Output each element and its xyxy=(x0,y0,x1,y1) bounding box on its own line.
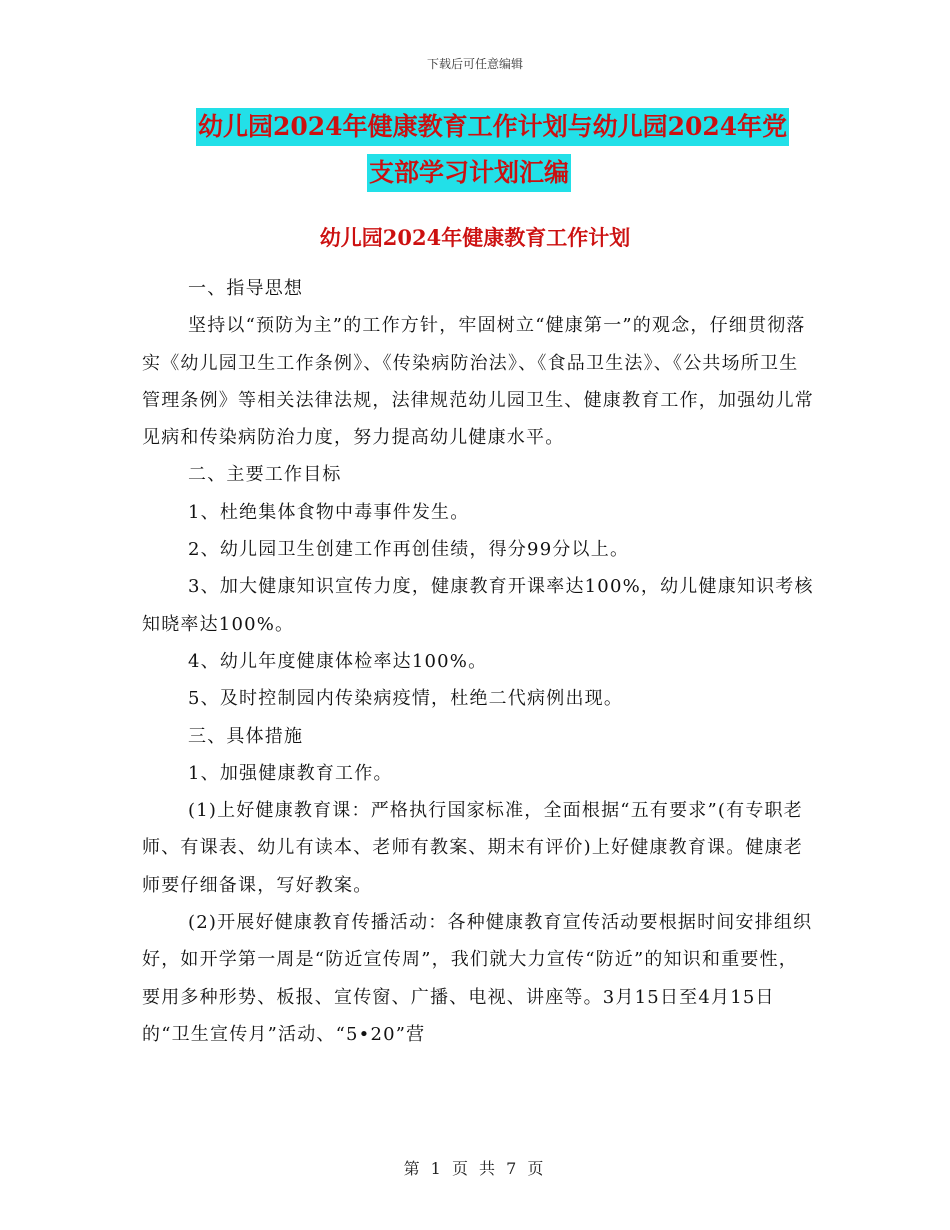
goal-item-5: 5、及时控制园内传染病疫情，杜绝二代病例出现。 xyxy=(188,688,624,710)
goal-item-4: 4、幼儿年度健康体检率达100%。 xyxy=(188,650,488,672)
measure-subitem-2: (2)开展好健康教育传播活动：各种健康教育宣传活动要根据时间安排组织好，如开学第一周是“防近宣传周”，我们就大力宣传“防近”的知识和重要性，要用多种形势、板报、宣传窗、广播、电视、讲座等。3月15日至4月15日的“卫生宣传月”活动、“5•20”营 xyxy=(142,912,813,1045)
paragraph-guiding-ideology: 坚持以“预防为主”的工作方针，牢固树立“健康第一”的观念，仔细贯彻落实《幼儿园卫生工作条例》、《传染病防治法》、《食品卫生法》、《公共场所卫生管理条例》等相关法律法规，法律规范幼儿园卫生、健康教育工作，加强幼儿常见病和传染病防治力度，努力提高幼儿健康水平。 xyxy=(142,315,814,449)
title-line-2: 支部学习计划汇编 xyxy=(367,154,571,192)
measure-item-1: 1、加强健康教育工作。 xyxy=(188,762,393,784)
document-body xyxy=(142,270,814,1053)
page-header-note: 下载后可任意编辑 xyxy=(426,57,523,71)
heading-measures: 三、具体措施 xyxy=(188,725,304,747)
heading-guiding-ideology: 一、指导思想 xyxy=(188,278,304,299)
section-subtitle: 幼儿园2024年健康教育工作计划 xyxy=(319,225,631,250)
goal-item-2: 2、幼儿园卫生创建工作再创佳绩，得分99分以上。 xyxy=(188,539,630,561)
goal-item-1: 1、杜绝集体食物中毒事件发生。 xyxy=(188,501,470,523)
goal-item-3: 3、加大健康知识宣传力度，健康教育开课率达100%，幼儿健康知识考核知晓率达100%。 xyxy=(142,576,814,635)
measure-subitem-1: (1)上好健康教育课：严格执行国家标准，全面根据“五有要求”(有专职老师、有课表、幼儿有读本、老师有教案、期末有评价)上好健康教育课。健康老师要仔细备课，写好教案。 xyxy=(142,800,804,896)
page-footer-number: 第 1 页 共 7 页 xyxy=(403,1159,547,1178)
title-line-1: 幼儿园2024年健康教育工作计划与幼儿园2024年党 xyxy=(196,108,789,146)
heading-main-goals: 二、主要工作目标 xyxy=(188,464,342,486)
